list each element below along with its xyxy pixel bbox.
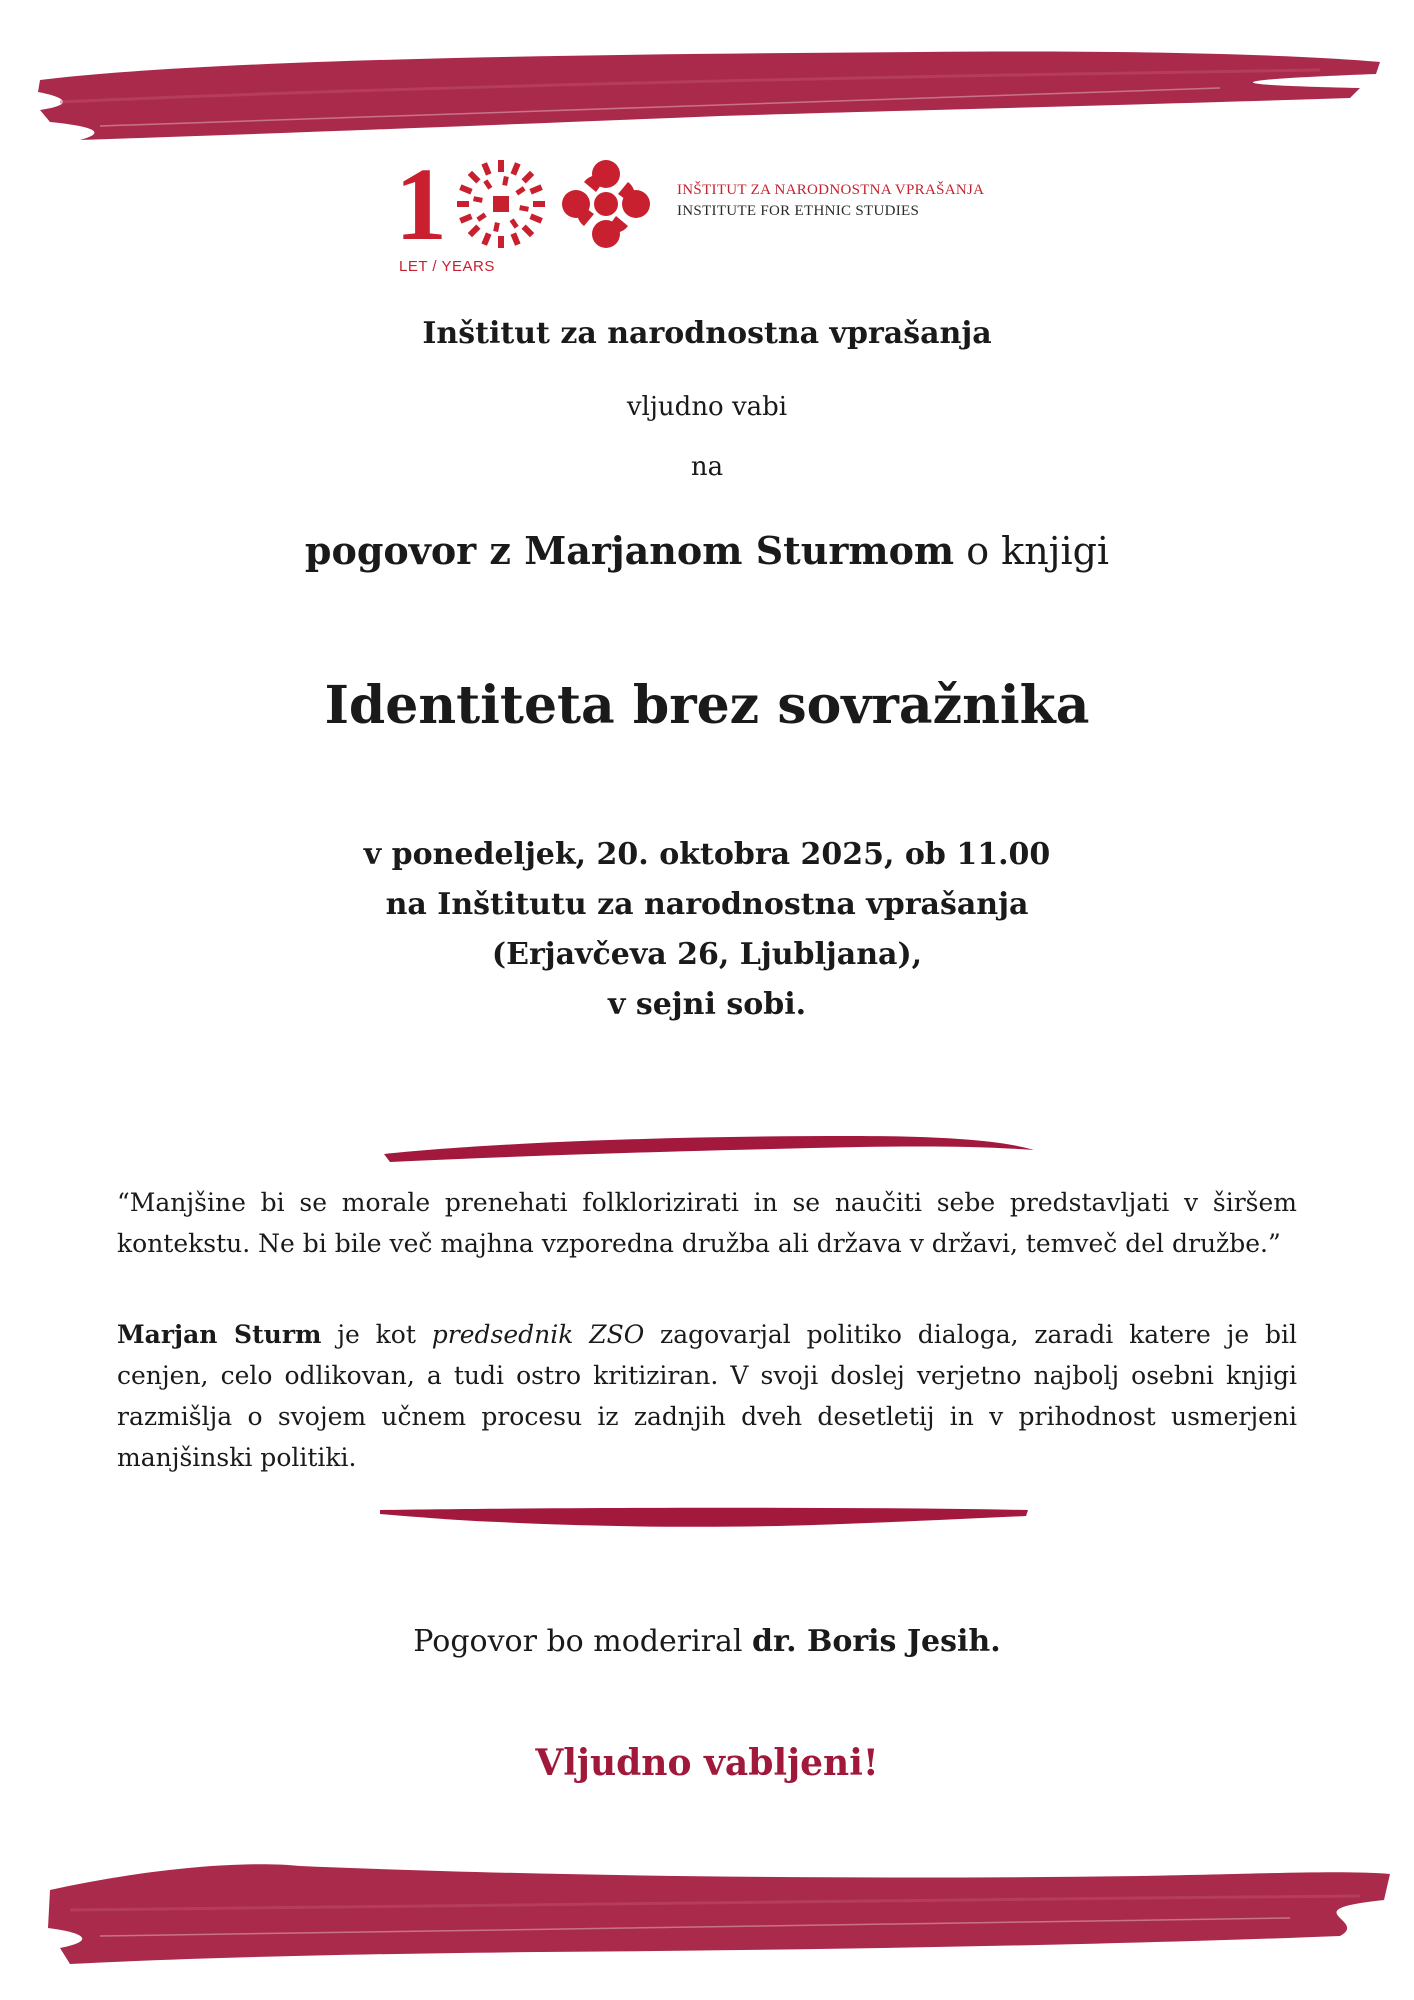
event-venue: na Inštitutu za narodnostna vprašanja: [385, 887, 1029, 922]
bio-name: Marjan Sturm: [117, 1320, 322, 1349]
logo-years-label: LET / YEARS: [399, 258, 495, 275]
bio-text-1: je kot: [321, 1320, 432, 1349]
organization-name: Inštitut za narodnostna vprašanja: [422, 316, 992, 351]
closing-invitation: Vljudno vabljeni!: [535, 1742, 879, 1784]
moderator-name: dr. Boris Jesih.: [752, 1624, 1001, 1659]
event-date: v ponedeljek, 20. oktobra 2025, ob 11.00: [363, 837, 1051, 872]
institute-logo: [395, 148, 1035, 288]
divider-brush-stroke: [380, 1132, 1040, 1164]
talk-intro-guest: pogovor z Marjanom Sturmom: [304, 528, 955, 573]
talk-intro-suffix: o knjigi: [954, 529, 1110, 573]
talk-intro: [0, 528, 1414, 573]
invites-text: vljudno vabi: [626, 392, 788, 422]
divider-brush-stroke: [378, 1500, 1038, 1534]
bio-text-2: zagovarjal politiko dialoga, zaradi katere je bil cenjen, celo odlikovan, a tudi ostro kritiziran. V svoji doslej verjetno najbolj osebni knjigi razmišlja o svojem učnem procesu iz zadnjih dveh desetletij in v prihodnost usmerjeni manjšinski politiki.: [117, 1320, 1297, 1472]
logo-institute-name-en: INSTITUTE FOR ETHNIC STUDIES: [677, 203, 920, 219]
sunburst-emblem-icon: [453, 156, 549, 252]
quote-paragraph: “Manjšine bi se morale prenehati folklorizirati in se naučiti sebe predstavljati v širšem kontekstu. Ne bi bile več majhna vzporedna družba ali država v državi, temveč del družbe.”: [117, 1188, 1297, 1258]
event-room: v sejni sobi.: [607, 987, 807, 1022]
moderator-prefix: Pogovor bo moderiral: [413, 1624, 753, 1659]
event-address: (Erjavčeva 26, Ljubljana),: [491, 937, 923, 972]
to-text: na: [690, 452, 724, 482]
event-details: [0, 830, 1414, 1030]
top-brush-stroke: [20, 40, 1400, 150]
logo-institute-name-sl: INŠTITUT ZA NARODNOSTNA VPRAŠANJA: [677, 182, 985, 198]
bio-role: predsednik ZSO: [431, 1320, 645, 1349]
moderator-line: [0, 1624, 1414, 1659]
bio-paragraph: [117, 1314, 1297, 1478]
logo-number-one: 1: [395, 147, 447, 262]
book-title: Identiteta brez sovražnika: [324, 675, 1090, 736]
institute-emblem-icon: [558, 156, 654, 252]
bottom-brush-stroke: [40, 1840, 1400, 1970]
